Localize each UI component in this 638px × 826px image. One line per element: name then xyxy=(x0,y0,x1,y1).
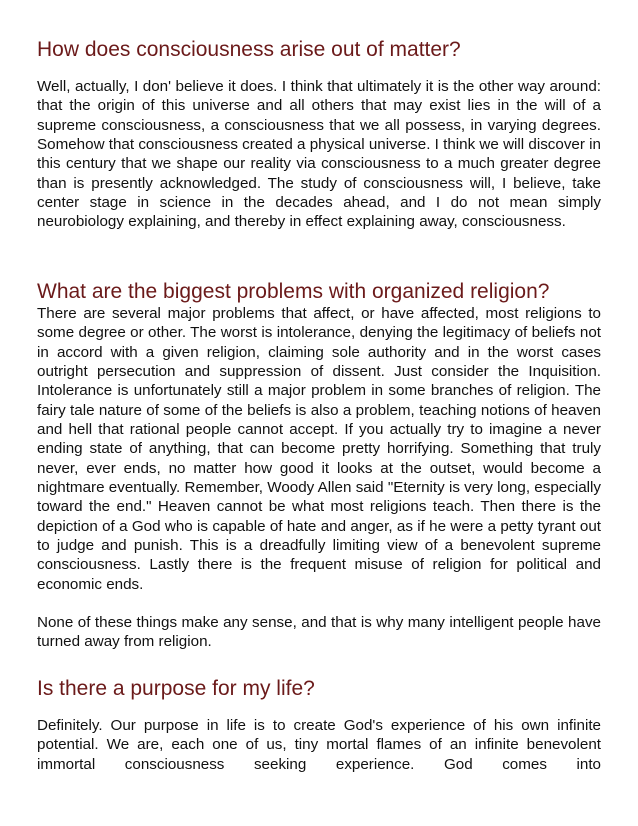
section-paragraph-organized-religion: There are several major problems that affect, or have affected, most religions to some degree or other. The worst is intolerance, denying the legitimacy of beliefs not in accord with a given religion, claiming sole authority and in the worst cases outright persecution and suppression of dissent. Just consider the Inquisition. Intolerance is unfortunately still a major problem in some branches of religion. The fairy tale nature of some of the beliefs is also a problem, teaching notions of heaven and hell that rational people cannot accept. If you actually try to imagine a never ending state of anything, that can become pretty horrifying. Something that truly never, ever ends, no matter how good it looks at the outset, would become a nightmare eventually. Remember, Woody Allen said "Eternity is very long, especially toward the end." Heaven cannot be what most religions teach. Then there is the depiction of a God who is capable of hate and anger, as if he were a petty tyrant out to judge and punish. This is a dreadfully limiting view of a benevolent supreme consciousness. Lastly there is the frequent misuse of religion for political and economic ends. xyxy=(37,305,601,593)
section-heading-organized-religion: What are the biggest problems with organized religion? xyxy=(37,280,550,303)
section-heading-consciousness: How does consciousness arise out of matter? xyxy=(37,38,461,61)
section-paragraph-purpose: Definitely. Our purpose in life is to create God's experience of his own infinite potential. We are, each one of us, tiny mortal flames of an infinite benevolent immortal consciousness seeking experience. God comes into xyxy=(37,717,601,773)
section-heading-purpose: Is there a purpose for my life? xyxy=(37,677,315,700)
section-paragraph-turned-away: None of these things make any sense, and that is why many intelligent people have turned away from religion. xyxy=(37,614,601,651)
section-paragraph-consciousness: Well, actually, I don' believe it does. I think that ultimately it is the other way around: that the origin of this universe and all others that may exist lies in the will of a supreme consciousness, a consciousness that we all possess, in varying degrees. Somehow that consciousness created a physical universe. I think we will discover in this century that we shape our reality via consciousness to a much greater degree than is presently acknowledged. The study of consciousness will, I believe, take center stage in science in the decades ahead, and I do not mean simply neurobiology explaining, and thereby in effect explaining away, consciousness. xyxy=(37,78,601,231)
